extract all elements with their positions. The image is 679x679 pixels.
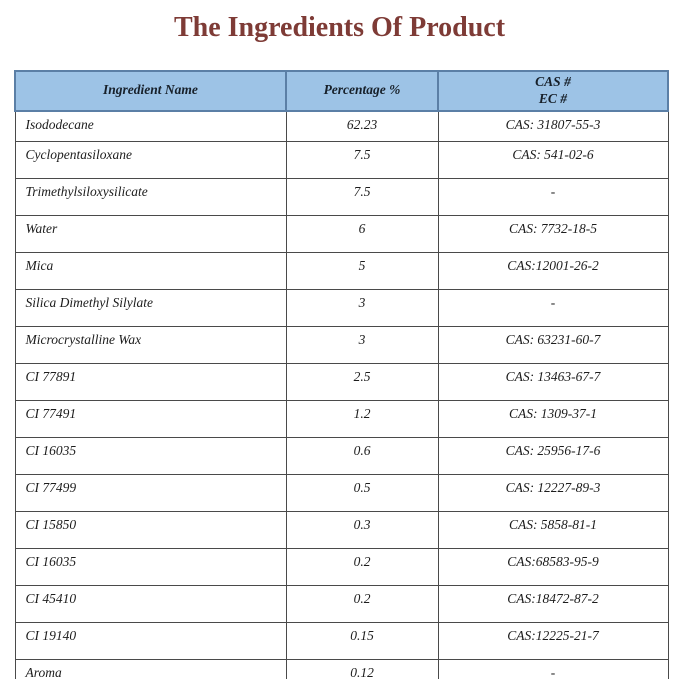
ingredient-name-cell: Silica Dimethyl Silylate bbox=[15, 290, 286, 327]
ingredient-name-cell: CI 19140 bbox=[15, 623, 286, 660]
ingredient-name-cell: Trimethylsiloxysilicate bbox=[15, 179, 286, 216]
percentage-cell: 0.3 bbox=[286, 512, 438, 549]
ingredient-name-cell: Isododecane bbox=[15, 111, 286, 142]
percentage-cell: 7.5 bbox=[286, 179, 438, 216]
page-title: The Ingredients Of Product bbox=[173, 12, 506, 43]
percentage-cell: 0.2 bbox=[286, 586, 438, 623]
table-row bbox=[15, 111, 668, 142]
percentage-cell: 1.2 bbox=[286, 401, 438, 438]
cas-number-cell: CAS: 5858-81-1 bbox=[438, 512, 668, 549]
cas-number-cell: CAS: 31807-55-3 bbox=[438, 111, 668, 142]
table-row bbox=[15, 475, 668, 512]
percentage-cell: 0.12 bbox=[286, 660, 438, 679]
ingredient-name-cell: CI 77499 bbox=[15, 475, 286, 512]
percentage-cell: 0.6 bbox=[286, 438, 438, 475]
percentage-cell: 0.2 bbox=[286, 549, 438, 586]
percentage-cell: 0.15 bbox=[286, 623, 438, 660]
table-row bbox=[15, 142, 668, 179]
cas-number-cell: CAS:12001-26-2 bbox=[438, 253, 668, 290]
table-row bbox=[15, 290, 668, 327]
cas-number-cell: CAS: 25956-17-6 bbox=[438, 438, 668, 475]
percentage-cell: 5 bbox=[286, 253, 438, 290]
cas-number-cell: CAS:12225-21-7 bbox=[438, 623, 668, 660]
percentage-cell: 6 bbox=[286, 216, 438, 253]
percentage-cell: 0.5 bbox=[286, 475, 438, 512]
ingredient-name-cell: Water bbox=[15, 216, 286, 253]
ingredients-page bbox=[0, 12, 679, 679]
percentage-cell: 62.23 bbox=[286, 111, 438, 142]
ingredient-name-cell: CI 16035 bbox=[15, 438, 286, 475]
table-row bbox=[15, 438, 668, 475]
table-row bbox=[15, 512, 668, 549]
header-ec-line: EC # bbox=[538, 90, 568, 106]
ingredient-name-cell: CI 15850 bbox=[15, 512, 286, 549]
cas-number-cell: CAS: 12227-89-3 bbox=[438, 475, 668, 512]
table-row bbox=[15, 549, 668, 586]
percentage-cell: 3 bbox=[286, 290, 438, 327]
ingredient-name-cell: CI 45410 bbox=[15, 586, 286, 623]
cas-number-cell: - bbox=[438, 290, 668, 327]
cas-number-cell: CAS: 13463-67-7 bbox=[438, 364, 668, 401]
ingredient-name-cell: Mica bbox=[15, 253, 286, 290]
percentage-cell: 7.5 bbox=[286, 142, 438, 179]
ingredient-name-cell: Cyclopentasiloxane bbox=[15, 142, 286, 179]
table-header bbox=[15, 71, 668, 111]
table-row bbox=[15, 586, 668, 623]
ingredient-name-cell: CI 77891 bbox=[15, 364, 286, 401]
cas-number-cell: CAS: 1309-37-1 bbox=[438, 401, 668, 438]
header-cas-ec bbox=[438, 71, 668, 111]
ingredient-name-cell: Aroma bbox=[15, 660, 286, 679]
table-row bbox=[15, 179, 668, 216]
ingredients-table bbox=[14, 70, 669, 679]
cas-number-cell: - bbox=[438, 660, 668, 679]
table-row bbox=[15, 401, 668, 438]
percentage-cell: 2.5 bbox=[286, 364, 438, 401]
cas-number-cell: CAS:18472-87-2 bbox=[438, 586, 668, 623]
cas-number-cell: CAS:68583-95-9 bbox=[438, 549, 668, 586]
cas-number-cell: CAS: 63231-60-7 bbox=[438, 327, 668, 364]
header-cas-line: CAS # bbox=[535, 74, 571, 89]
table-row bbox=[15, 253, 668, 290]
header-row bbox=[15, 71, 668, 111]
header-percentage: Percentage % bbox=[286, 71, 438, 111]
table-row bbox=[15, 660, 668, 679]
ingredient-name-cell: Microcrystalline Wax bbox=[15, 327, 286, 364]
table-body bbox=[15, 111, 668, 679]
table-row bbox=[15, 623, 668, 660]
ingredient-name-cell: CI 77491 bbox=[15, 401, 286, 438]
percentage-cell: 3 bbox=[286, 327, 438, 364]
table-row bbox=[15, 216, 668, 253]
cas-number-cell: CAS: 7732-18-5 bbox=[438, 216, 668, 253]
ingredient-name-cell: CI 16035 bbox=[15, 549, 286, 586]
cas-number-cell: - bbox=[438, 179, 668, 216]
table-row bbox=[15, 364, 668, 401]
cas-number-cell: CAS: 541-02-6 bbox=[438, 142, 668, 179]
header-ingredient-name: Ingredient Name bbox=[15, 71, 286, 111]
table-row bbox=[15, 327, 668, 364]
